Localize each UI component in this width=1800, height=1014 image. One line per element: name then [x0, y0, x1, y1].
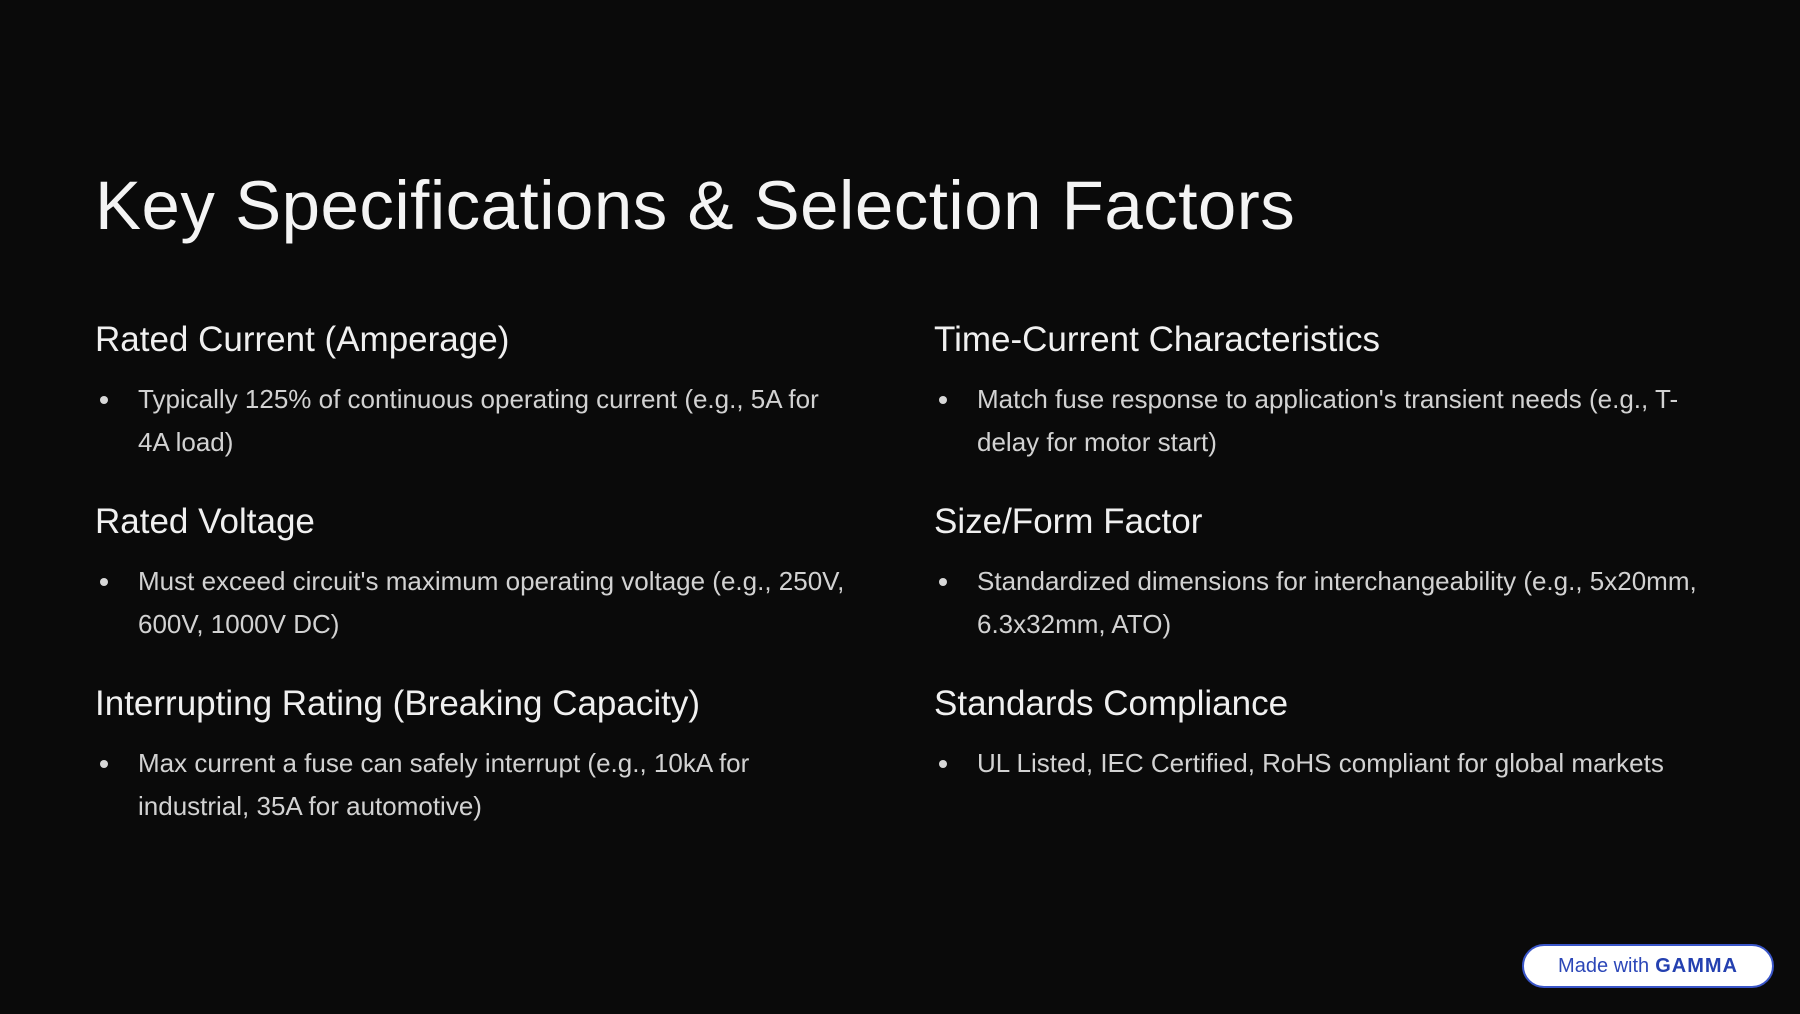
section-heading: Rated Voltage: [95, 502, 315, 541]
bullet-item: [934, 742, 1704, 785]
bullet-dot-icon: [100, 578, 108, 586]
spec-section-standards-compliance: [934, 676, 1704, 858]
section-heading: Rated Current (Amperage): [95, 320, 510, 359]
spec-section-interrupting-rating: [95, 676, 855, 858]
bullet-item: [95, 742, 855, 828]
made-with-gamma-badge[interactable]: [1522, 944, 1774, 988]
spec-section-time-current: [934, 312, 1704, 494]
bullet-dot-icon: [100, 396, 108, 404]
bullet-item: [934, 378, 1704, 464]
bullet-text: Must exceed circuit's maximum operating voltage (e.g., 250V, 600V, 1000V DC): [138, 566, 845, 639]
right-column: [934, 312, 1704, 858]
bullet-item: [95, 378, 855, 464]
bullet-list: [95, 560, 855, 646]
badge-prefix: Made with: [1558, 954, 1650, 977]
bullet-dot-icon: [939, 578, 947, 586]
bullet-text: Match fuse response to application's transient needs (e.g., T-delay for motor start): [977, 384, 1679, 457]
spec-section-size-form-factor: [934, 494, 1704, 676]
bullet-list: [934, 560, 1704, 646]
slide-title: Key Specifications & Selection Factors: [95, 167, 1296, 244]
bullet-list: [95, 378, 855, 464]
bullet-text: Max current a fuse can safely interrupt (e.g., 10kA for industrial, 35A for automotive): [138, 748, 750, 821]
section-heading: Standards Compliance: [934, 684, 1289, 723]
section-heading: Interrupting Rating (Breaking Capacity): [95, 684, 701, 723]
bullet-dot-icon: [939, 760, 947, 768]
section-heading: Size/Form Factor: [934, 502, 1203, 541]
bullet-item: [934, 560, 1704, 646]
bullet-text: UL Listed, IEC Certified, RoHS compliant for global markets: [977, 748, 1664, 778]
bullet-text: Typically 125% of continuous operating current (e.g., 5A for 4A load): [138, 384, 819, 457]
left-column: [95, 312, 855, 858]
bullet-list: [95, 742, 855, 828]
bullet-list: [934, 742, 1704, 785]
bullet-dot-icon: [939, 396, 947, 404]
spec-section-rated-current: [95, 312, 855, 494]
bullet-list: [934, 378, 1704, 464]
bullet-item: [95, 560, 855, 646]
gamma-logo: GAMMA: [1655, 954, 1738, 977]
bullet-text: Standardized dimensions for interchangeability (e.g., 5x20mm, 6.3x32mm, ATO): [977, 566, 1697, 639]
spec-section-rated-voltage: [95, 494, 855, 676]
bullet-dot-icon: [100, 760, 108, 768]
section-heading: Time-Current Characteristics: [934, 320, 1381, 359]
